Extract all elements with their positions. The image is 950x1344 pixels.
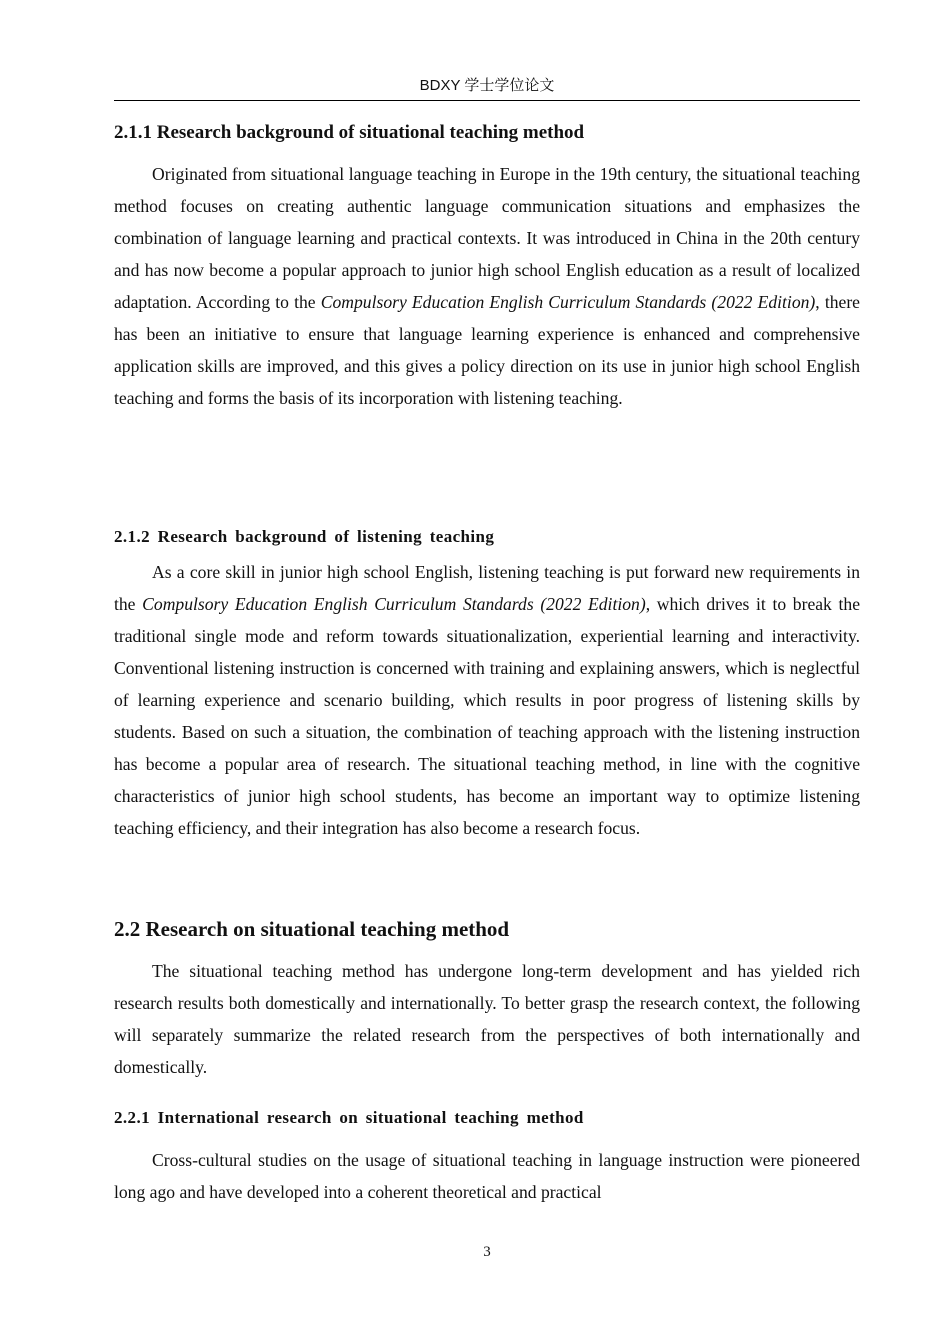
paragraph-text: Originated from situational language teaching in Europe in the 19th century, the situational teaching method focuses on creating authentic language communication situations and emphasizes the combination of language learning and practical contexts. It was introduced in China in the 20th century and has now become a popular approach to junior high school English education as a result of localized adaptation. According to the: [114, 164, 860, 312]
paragraph-2-1-2: [114, 556, 860, 844]
section-heading-2-1-1: 2.1.1 Research background of situational teaching method: [114, 122, 585, 143]
paragraph-2-1-1: [114, 158, 860, 414]
page-number: 3: [483, 1244, 491, 1260]
italic-title: Compulsory Education English Curriculum Standards (2022 Edition): [320, 292, 816, 312]
paragraph-text: , there has been an initiative to ensure that language learning experience is enhanced and comprehensive application skills are improved, and this gives a policy direction on its use in junior high school English teaching and forms the basis of its incorporation with listening teaching.: [114, 292, 860, 408]
italic-title: Compulsory Education English Curriculum Standards (2022 Edition): [142, 594, 646, 614]
section-heading-2-1-2: 2.1.2 Research background of listening teaching: [114, 527, 495, 546]
section-heading-2-2-1: 2.2.1 International research on situational teaching method: [114, 1108, 584, 1127]
paragraph-2-2-1: Cross-cultural studies on the usage of situational teaching in language instruction were pioneered long ago and have developed into a coherent theoretical and practical: [114, 1150, 860, 1202]
paragraph-text: , which drives it to break the traditional single mode and reform towards situationalization, experiential learning and interactivity. Conventional listening instruction is concerned with training and explaining answers, which is neglectful of learning experience and scenario building, which results in poor progress of listening skills by students. Based on such a situation, the combination of teaching approach with the listening instruction has become a popular area of research. The situational teaching method, in line with the cognitive characteristics of junior high school students, has become an important way to optimize listening teaching efficiency, and their integration has also become a research focus.: [114, 594, 861, 838]
paragraph-text: As a core skill in junior high school English, listening teaching is put forward new requirements in the: [114, 562, 860, 614]
running-header: BDXY 学士学位论文: [419, 77, 555, 94]
section-heading-2-2: 2.2 Research on situational teaching method: [114, 917, 510, 941]
paragraph-2-2: The situational teaching method has undergone long-term development and has yielded rich research results both domestically and internationally. To better grasp the research context, the following will separately summarize the related research from the perspectives of both internationally and domestically.: [114, 961, 860, 1077]
header-rule: [114, 100, 860, 101]
